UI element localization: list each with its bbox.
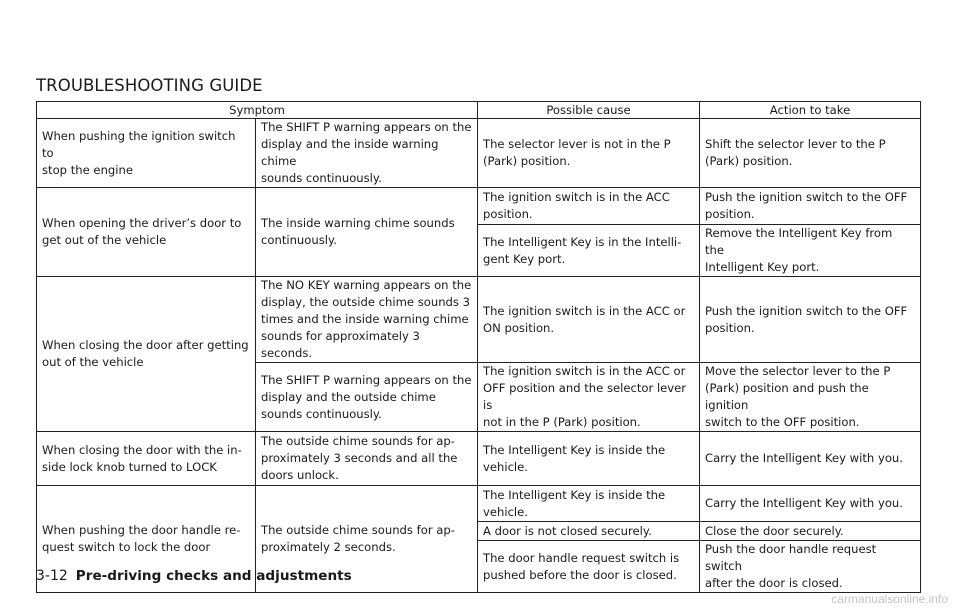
table-row <box>37 277 921 363</box>
header-possible-cause: Possible cause <box>478 102 700 119</box>
header-symptom: Symptom <box>37 102 478 119</box>
table-row <box>37 486 921 522</box>
table-row <box>37 188 921 225</box>
warning-cell: The SHIFT P warning appears on the display and the outside chime sounds continuously. <box>256 363 478 432</box>
cause-cell: The door handle request switch is pushed before the door is closed. <box>478 541 700 593</box>
page-number: 3-12 <box>36 568 68 584</box>
cause-cell: The Intelligent Key is inside the vehicle. <box>478 432 700 486</box>
action-cell: Push the door handle request switch after the door is closed. <box>700 541 921 593</box>
action-cell: Push the ignition switch to the OFF position. <box>700 277 921 363</box>
cause-cell: The ignition switch is in the ACC or ON position. <box>478 277 700 363</box>
warning-cell: The NO KEY warning appears on the display, the outside chime sounds 3 times and the inside warning chime sounds for approximately 3 seconds. <box>256 277 478 363</box>
action-cell: Shift the selector lever to the P (Park) position. <box>700 119 921 188</box>
warning-cell: The inside warning chime sounds continuously. <box>256 188 478 277</box>
action-cell: Close the door securely. <box>700 522 921 541</box>
symptom-cell: When closing the door with the in- side lock knob turned to LOCK <box>37 432 256 486</box>
section-title: Pre-driving checks and adjustments <box>75 568 352 584</box>
table-row <box>37 432 921 486</box>
table-row <box>37 119 921 188</box>
cause-cell: The Intelligent Key is inside the vehicle. <box>478 486 700 522</box>
action-cell: Move the selector lever to the P (Park) position and push the ignition switch to the OFF position. <box>700 363 921 432</box>
cause-cell: A door is not closed securely. <box>478 522 700 541</box>
page-title: TROUBLESHOOTING GUIDE <box>36 76 263 95</box>
symptom-cell: When opening the driver’s door to get out of the vehicle <box>37 188 256 277</box>
warning-cell: The outside chime sounds for ap- proximately 3 seconds and all the doors unlock. <box>256 432 478 486</box>
warning-cell: The outside chime sounds for ap- proximately 2 seconds. <box>256 486 478 593</box>
cause-cell: The ignition switch is in the ACC position. <box>478 188 700 225</box>
cause-cell: The Intelligent Key is in the Intelli- gent Key port. <box>478 225 700 277</box>
action-cell: Carry the Intelligent Key with you. <box>700 432 921 486</box>
action-cell: Carry the Intelligent Key with you. <box>700 486 921 522</box>
table-header-row <box>37 102 921 119</box>
page-footer <box>36 568 352 584</box>
symptom-cell: When pushing the door handle re- quest switch to lock the door <box>37 486 256 593</box>
action-cell: Remove the Intelligent Key from the Intelligent Key port. <box>700 225 921 277</box>
cause-cell: The ignition switch is in the ACC or OFF position and the selector lever is not in the P (Park) position. <box>478 363 700 432</box>
cause-cell: The selector lever is not in the P (Park) position. <box>478 119 700 188</box>
symptom-cell: When closing the door after getting out of the vehicle <box>37 277 256 432</box>
header-action: Action to take <box>700 102 921 119</box>
warning-cell: The SHIFT P warning appears on the display and the inside warning chime sounds continuously. <box>256 119 478 188</box>
troubleshooting-table <box>36 101 921 593</box>
action-cell: Push the ignition switch to the OFF position. <box>700 188 921 225</box>
watermark: carmanualsonline.info <box>831 592 948 606</box>
symptom-cell: When pushing the ignition switch to stop the engine <box>37 119 256 188</box>
